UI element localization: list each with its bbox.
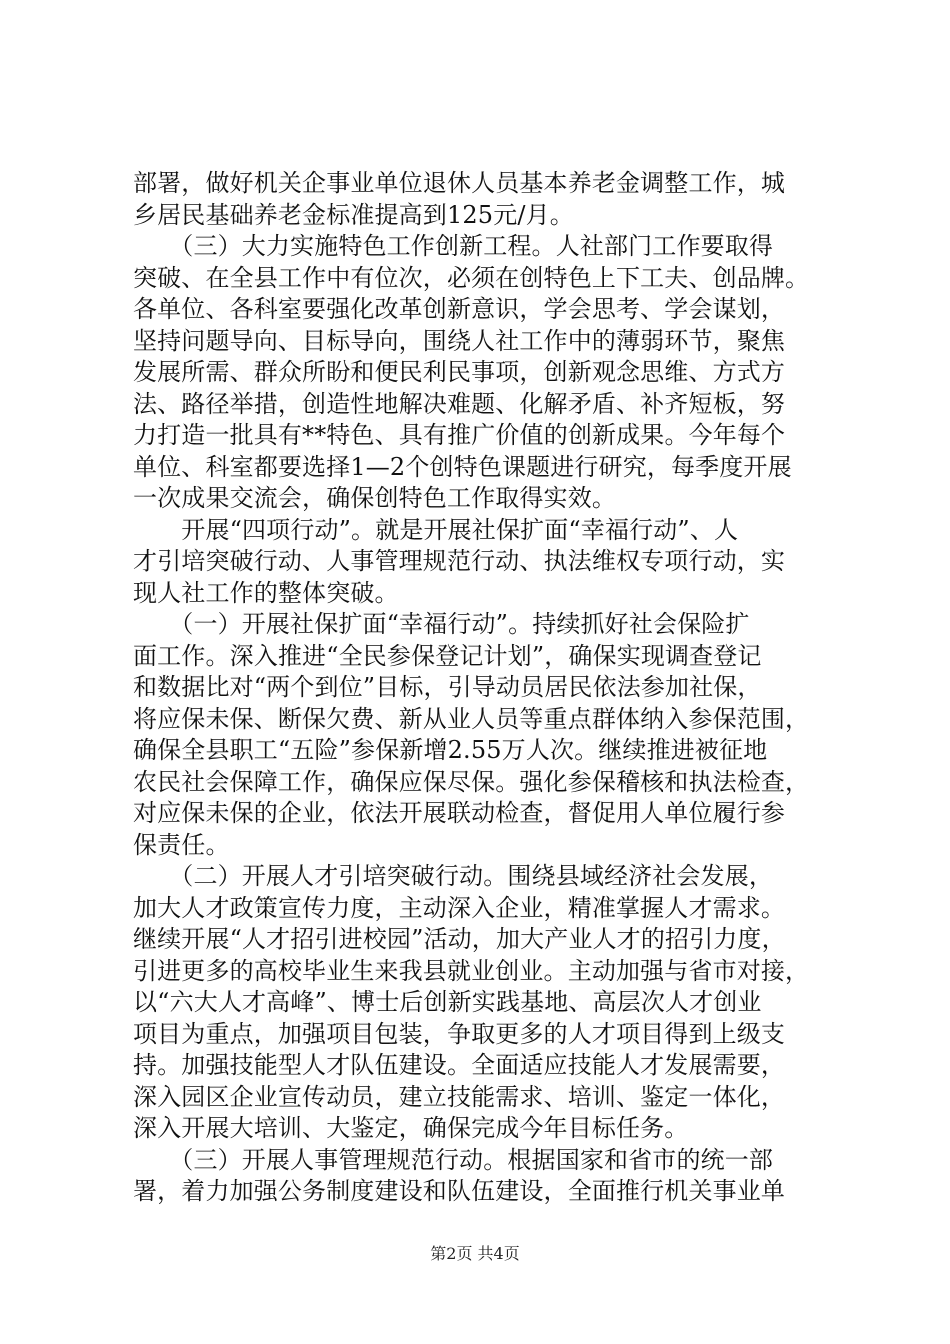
text-line: 部署，做好机关企事业单位退休人员基本养老金调整工作，城 xyxy=(133,169,786,197)
text-line: 以“六大人才高峰”、博士后创新实践基地、高层次人才创业 xyxy=(133,988,762,1016)
text-line: 对应保未保的企业，依法开展联动检查，督促用人单位履行参 xyxy=(133,799,786,827)
text-line: 农民社会保障工作，确保应保尽保。强化参保稽核和执法检查， xyxy=(133,767,810,796)
text-line: （一）开展社保扩面“幸福行动”。持续抓好社会保险扩 xyxy=(133,610,750,638)
text-line: 继续开展“人才招引进校园”活动，加大产业人才的招引力度， xyxy=(133,925,786,953)
text-line: 确保全县职工“五险”参保新增2.55万人次。继续推进被征地 xyxy=(133,736,768,764)
text-line: 引进更多的高校毕业生来我县就业创业。主动加强与省市对接， xyxy=(133,956,810,985)
text-line: （二）开展人才引培突破行动。围绕县域经济社会发展， xyxy=(133,862,774,890)
text-line: 项目为重点，加强项目包装，争取更多的人才项目得到上级支 xyxy=(133,1019,786,1048)
text-line: 和数据比对“两个到位”目标，引导动员居民依法参加社保， xyxy=(133,673,762,701)
text-line: 持。加强技能型人才队伍建设。全面适应技能人才发展需要， xyxy=(133,1051,786,1079)
text-line: （三）开展人事管理规范行动。根据国家和省市的统一部 xyxy=(133,1145,774,1174)
text-line: 加大人才政策宣传力度，主动深入企业，精准掌握人才需求。 xyxy=(133,893,786,922)
text-line: 突破、在全县工作中有位次，必须在创特色上下工夫、创品牌。 xyxy=(133,263,810,292)
document-body xyxy=(133,168,833,1208)
text-line: 各单位、各科室要强化改革创新意识，学会思考、学会谋划， xyxy=(133,295,786,323)
text-line: 保责任。 xyxy=(133,830,230,859)
text-line: 将应保未保、断保欠费、新从业人员等重点群体纳入参保范围， xyxy=(133,704,810,733)
text-line: 发展所需、群众所盼和便民利民事项，创新观念思维、方式方 xyxy=(133,358,786,386)
text-line: 乡居民基础养老金标准提高到125元/月。 xyxy=(133,200,574,229)
text-line: 才引培突破行动、人事管理规范行动、执法维权专项行动，实 xyxy=(133,547,786,575)
text-line: 面工作。深入推进“全民参保登记计划”，确保实现调查登记 xyxy=(133,641,762,670)
text-line: 法、路径举措，创造性地解决难题、化解矛盾、补齐短板，努 xyxy=(133,389,786,418)
text-line: 一次成果交流会，确保创特色工作取得实效。 xyxy=(133,484,616,512)
text-line: 力打造一批具有**特色、具有推广价值的创新成果。今年每个 xyxy=(133,421,786,449)
text-line: 开展“四项行动”。就是开展社保扩面“幸福行动”、人 xyxy=(133,515,739,544)
text-line: （三）大力实施特色工作创新工程。人社部门工作要取得 xyxy=(133,232,774,260)
page-footer: 第2页 共4页 xyxy=(430,1244,520,1263)
text-line: 署，着力加强公务制度建设和队伍建设，全面推行机关事业单 xyxy=(133,1177,786,1205)
text-line: 现人社工作的整体突破。 xyxy=(133,578,399,607)
text-line: 单位、科室都要选择1—2个创特色课题进行研究，每季度开展 xyxy=(133,452,792,481)
text-line: 深入开展大培训、大鉴定，确保完成今年目标任务。 xyxy=(133,1114,689,1142)
text-line: 深入园区企业宣传动员，建立技能需求、培训、鉴定一体化， xyxy=(133,1082,786,1111)
text-line: 坚持问题导向、目标导向，围绕人社工作中的薄弱环节，聚焦 xyxy=(133,326,786,355)
